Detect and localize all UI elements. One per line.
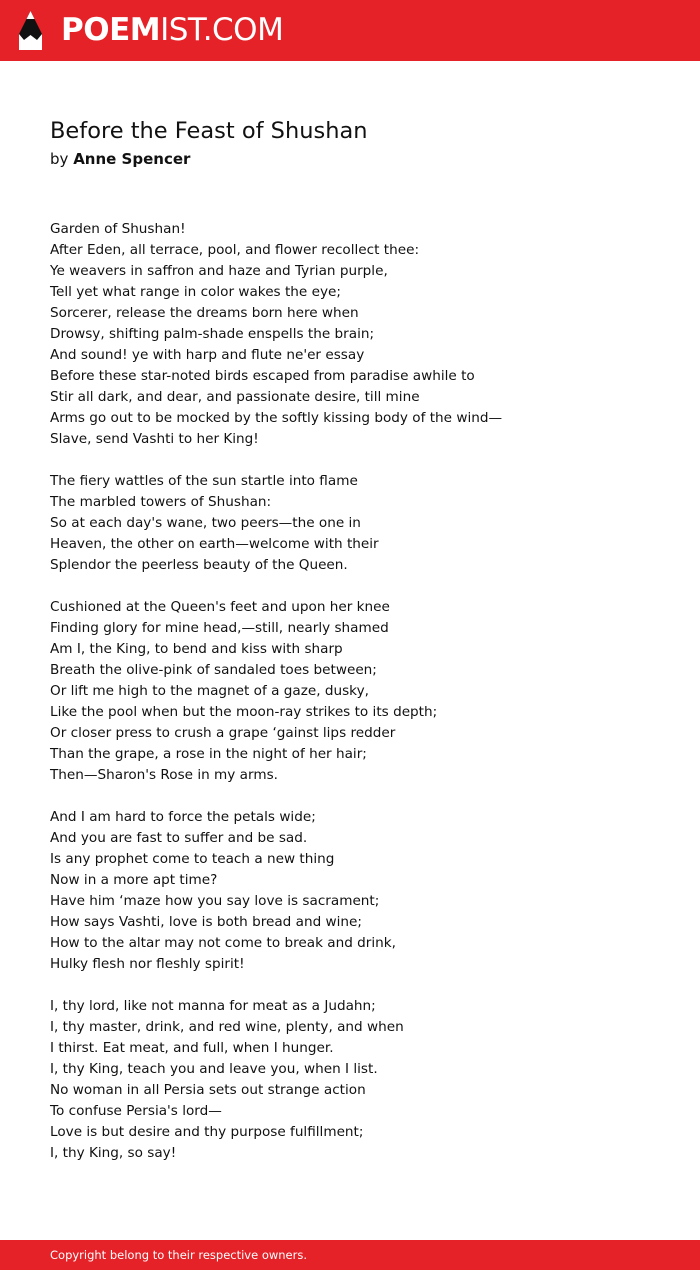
poem-line: I thirst. Eat meat, and full, when I hunger. xyxy=(50,1040,334,1056)
poem-line: So at each day's wane, two peers—the one in xyxy=(50,515,361,531)
poem-title: Before the Feast of Shushan xyxy=(50,118,368,144)
poem-line: How to the altar may not come to break and drink, xyxy=(50,935,396,951)
copyright-text: Copyright belong to their respective owners. xyxy=(50,1248,308,1262)
poem-line: I, thy King, so say! xyxy=(50,1145,177,1161)
poem-line: And sound! ye with harp and flute ne'er essay xyxy=(50,347,365,363)
poem-line: Tell yet what range in color wakes the eye; xyxy=(50,284,341,300)
site-footer xyxy=(0,1240,700,1270)
poem-line: Am I, the King, to bend and kiss with sharp xyxy=(50,641,343,657)
poem-line: No woman in all Persia sets out strange action xyxy=(50,1082,366,1098)
site-header xyxy=(0,0,700,61)
poem-line: Or closer press to crush a grape ‘gainst lips redder xyxy=(50,725,396,741)
byline xyxy=(50,148,190,170)
brand-light: IST.COM xyxy=(160,12,284,48)
poem-line: Sorcerer, release the dreams born here when xyxy=(50,305,359,321)
poem-line: Like the pool when but the moon-ray strikes to its depth; xyxy=(50,704,438,720)
stanza-break xyxy=(50,450,670,471)
poem-line: Stir all dark, and dear, and passionate desire, till mine xyxy=(50,389,420,405)
poem-line: Hulky flesh nor fleshly spirit! xyxy=(50,956,245,972)
poem-line: Love is but desire and thy purpose fulfillment; xyxy=(50,1124,364,1140)
poem-line: Now in a more apt time? xyxy=(50,872,218,888)
stanza-break xyxy=(50,975,670,996)
site-logo-text[interactable] xyxy=(61,11,283,49)
poem-line: How says Vashti, love is both bread and wine; xyxy=(50,914,362,930)
brand-bold: POEM xyxy=(61,12,161,48)
poem-line: Arms go out to be mocked by the softly kissing body of the wind— xyxy=(50,410,503,426)
byline-prefix: by xyxy=(50,150,69,168)
poem-line: I, thy master, drink, and red wine, plenty, and when xyxy=(50,1019,404,1035)
poem-line: Then—Sharon's Rose in my arms. xyxy=(50,767,278,783)
poem-line: Splendor the peerless beauty of the Queen. xyxy=(50,557,348,573)
poem-line: The marbled towers of Shushan: xyxy=(50,494,272,510)
poem-line: Finding glory for mine head,—still, nearly shamed xyxy=(50,620,389,636)
poem-line: Cushioned at the Queen's feet and upon her knee xyxy=(50,599,390,615)
poem-line: Drowsy, shifting palm-shade enspells the brain; xyxy=(50,326,375,342)
poem-line: Ye weavers in saffron and haze and Tyrian purple, xyxy=(50,263,388,279)
poem-line: I, thy lord, like not manna for meat as a Judahn; xyxy=(50,998,376,1014)
poem-line: To confuse Persia's lord— xyxy=(50,1103,222,1119)
poem-line: Before these star-noted birds escaped from paradise awhile to xyxy=(50,368,475,384)
poem-line: After Eden, all terrace, pool, and flower recollect thee: xyxy=(50,242,420,258)
stanza-break xyxy=(50,786,670,807)
poem-line: Have him ‘maze how you say love is sacrament; xyxy=(50,893,380,909)
poem-line: And you are fast to suffer and be sad. xyxy=(50,830,308,846)
poem-line: I, thy King, teach you and leave you, when I list. xyxy=(50,1061,378,1077)
poem-line: Or lift me high to the magnet of a gaze, dusky, xyxy=(50,683,369,699)
poem-line: Than the grape, a rose in the night of her hair; xyxy=(50,746,367,762)
poem-line: The fiery wattles of the sun startle into flame xyxy=(50,473,358,489)
author-name[interactable]: Anne Spencer xyxy=(73,150,191,168)
pencil-icon[interactable] xyxy=(18,10,43,51)
poem-line: Heaven, the other on earth—welcome with their xyxy=(50,536,379,552)
poem-line: Slave, send Vashti to her King! xyxy=(50,431,259,447)
poem-line: Breath the olive-pink of sandaled toes between; xyxy=(50,662,377,678)
poem-line: And I am hard to force the petals wide; xyxy=(50,809,316,825)
poem-line: Is any prophet come to teach a new thing xyxy=(50,851,335,867)
stanza-break xyxy=(50,576,670,597)
poem-line: Garden of Shushan! xyxy=(50,221,186,237)
poem-body xyxy=(50,219,670,1164)
